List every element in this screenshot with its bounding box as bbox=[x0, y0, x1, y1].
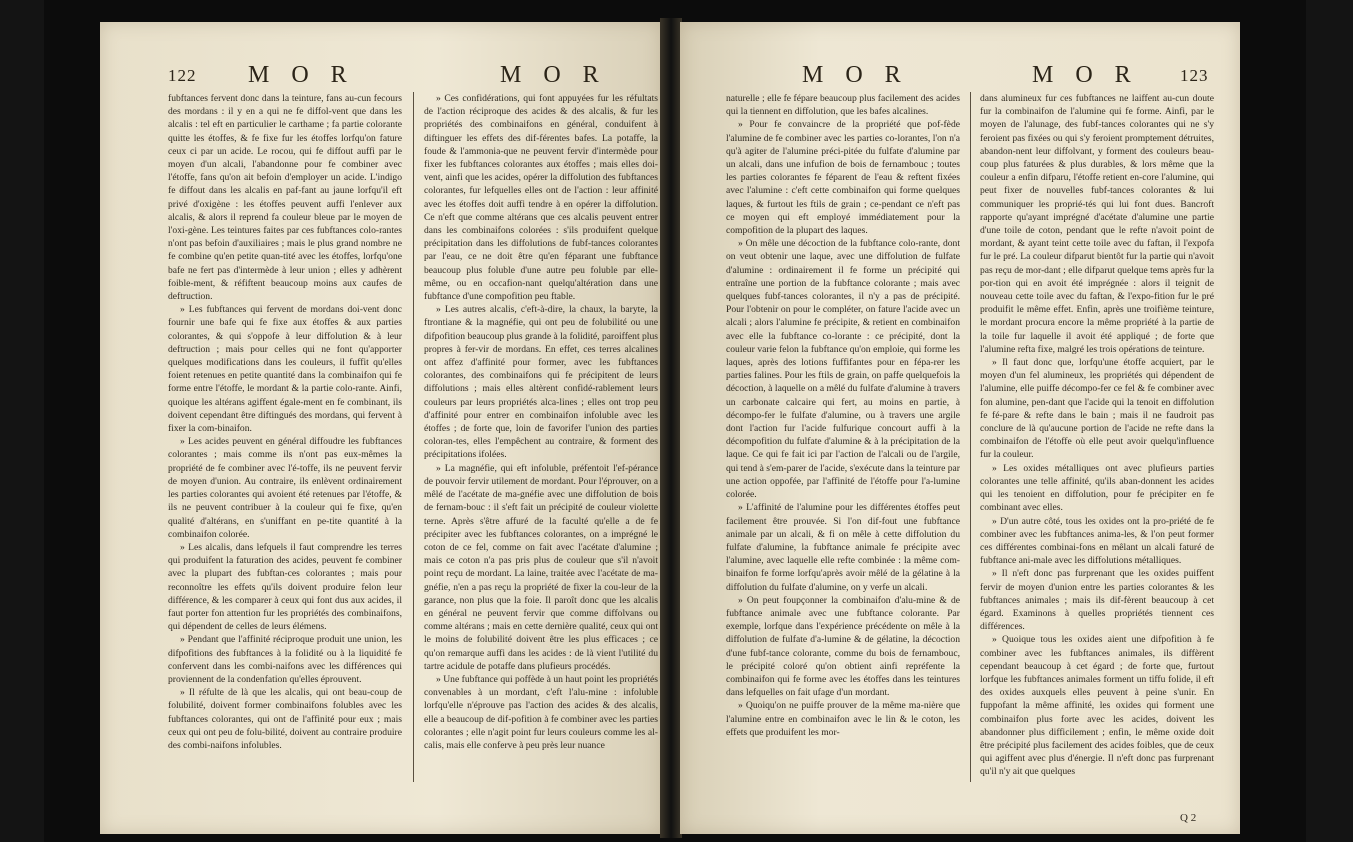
running-head-left: M O R bbox=[802, 62, 909, 88]
page-number: 123 bbox=[1180, 66, 1209, 85]
paragraph: » Il réfulte de là que les alcalis, qui ont beau-coup de folubilité, doivent former combinaifons folubles avec les fubftances colorantes, qui ont de l'affinité pour eux ; mais ceux qui ont peu de folu-bilité, doivent au contraire produire des combi-naifons infolubles. bbox=[168, 687, 402, 751]
paragraph: » Les acides peuvent en général diffoudre les fubftances colorantes ; mais comme ils n'ont pas eux-mêmes la propriété de fe combiner avec l'é-toffe, ils ne peuvent fervir de moyen d'union. Au contraire, ils enlèvent ordinairement les parties colorantes qui avoient été retenues par l'étoffe, & ils ne peuvent contribuer à la couleur qui fe fixe, qu'en qualité d'altérans, en s'uniffant en pe-tite quantité à la combinaifon colorée. bbox=[168, 436, 402, 540]
left-column-2 bbox=[424, 92, 658, 752]
paragraph: » Les oxides métalliques ont avec plufieurs parties colorantes une telle affinité, qu'ils aban-donnent les acides qui les tenoient en diffolution, pour fe précipiter en fe combinant avec elles. bbox=[980, 462, 1214, 514]
right-column-1 bbox=[726, 92, 960, 739]
running-head-right: M O R bbox=[500, 62, 607, 88]
paragraph: » Quoiqu'on ne puiffe prouver de la même ma-nière que l'alumine entre en combinaifon avec le lin & le coton, les effets que produifent les mor- bbox=[726, 700, 960, 738]
paragraph: » D'un autre côté, tous les oxides ont la pro-priété de fe combiner avec les fubftances anima-les, & l'on peut former ces différentes combinai-fons en mêlant un alcali faturé de fubftance ani-male avec les diffolutions métalliques. bbox=[980, 515, 1214, 567]
paragraph: » Une fubftance qui poffède à un haut point les propriétés convenables à un mordant, c'eft l'alu-mine : infoluble lorfqu'elle n'éprouve pas l'action des acides & des alcalis, elle a beaucoup de dif-pofition à fe combiner avec les parties colorantes ; elle n'agit point fur leurs couleurs comme les al-calis, mais elle conferve à peu près leur nuance bbox=[424, 673, 658, 751]
book-gutter bbox=[660, 18, 682, 838]
column-rule bbox=[413, 92, 414, 782]
paragraph: » Les alcalis, dans lefquels il faut comprendre les terres qui produifent la faturation des acides, peuvent fe combiner avec la plupart des fubftan-ces colorantes ; mais pour reconnoître les effets qu'ils doivent produire felon leur différence, & les comparer à ceux qui font dus aux acides, il faut porter fon attention fur les propriétés des combinaifons, qui dépendent de celles de leurs élémens. bbox=[168, 541, 402, 633]
paragraph: » Pendant que l'affinité réciproque produit une union, les difpofitions des fubftances à la folidité ou à la liquidité fe confervent dans les combi-naifons avec les différences qui proviennent de la condenfation qu'elles éprouvent. bbox=[168, 634, 402, 685]
paragraph: » Quoique tous les oxides aient une difpofition à fe combiner avec les fubftances animales, ils diffèrent cependant beaucoup à cet égard ; de forte que, furtout lorfque les fubftances animales forment un tiffu folide, il eft des oxides auxquels elles peuvent à peine s'unir. En fuppofant la même affinité, les oxides qui forment une combinaifon plus forte avec les acides, doivent les abandonner plus difficilement ; enfin, le même oxide doit être précipité plus facilement des acides foibles, que de ceux qui agiffent avec plus d'énergie. Il n'eft donc pas furprenant qu'il n'y ait que quelques bbox=[980, 634, 1214, 778]
paragraph: naturelle ; elle fe fépare beaucoup plus facilement des acides qui la tiennent en diffolution, que les bafes alcalines. bbox=[726, 93, 960, 118]
right-page bbox=[680, 22, 1240, 834]
running-head-right: M O R bbox=[1032, 62, 1139, 88]
page-number: 122 bbox=[168, 66, 197, 85]
left-running-head bbox=[100, 62, 662, 90]
column-rule bbox=[970, 92, 971, 782]
paragraph: » Il n'eft donc pas furprenant que les oxides puiffent fervir de moyen d'union entre les parties colorantes & les fubftances animales ; mais ils dif-fèrent beaucoup à cet égard. Examinons à quelles propriétés tiennent ces différences. bbox=[980, 568, 1214, 633]
left-column-1 bbox=[168, 92, 402, 752]
signature-mark: Q 2 bbox=[1180, 812, 1197, 824]
left-page bbox=[100, 22, 662, 834]
right-column-2 bbox=[980, 92, 1214, 779]
paragraph: fubftances fervent donc dans la teinture, fans au-cun fecours des mordans : il y en a qui ne fe diffol-vent que dans les alcalis : tel eft en particulier le carthame ; fa partie colorante quitte les étoffes, & fe fixe fur les étoffes lorfqu'on fature ceux ci par un acide. Le rocou, qui fe diffout auffi par le moyen d'un alcali, l'abandonne pour fe combiner avec l'étoffe, fans qu'on ait befoin d'employer un acide. L'indigo fe diffout dans les alcalis en paf-fant au jaune lorfqu'il eft privé d'oxigène : les étoffes peuvent auffi l'enlever aux alcalis, & alors il reprend fa couleur bleue par le moyen de l'oxi-gène. Les teintures faites par ces fubftances colo-rantes n'ont pas befoin d'auxiliaires ; mais le plus grand nombre ne fe combine qu'en petite quan-tité avec les étoffes, lorfqu'one bafe ne fert pas d'intermède à leur union ; elles y adhèrent foible-ment, & réfiftent beaucoup moins aux caufes de deftruction. bbox=[168, 93, 402, 303]
paragraph: dans alumineux fur ces fubftances ne laiffent au-cun doute fur la combinaifon de l'alumine qui fe forme. Ainfi, par le moyen de l'alunage, des fubf-tances colorantes qui ne s'y feroient pas fixées ou qui s'y feroient promptement détruites, abandon-nent leur diffolvant, y forment des couleurs beau-coup plus faturées & plus durables, & lors même que la couleur a enfin difparu, l'étoffe retient en-core l'alumine, qui peut fixer de nouvelles fubf-tances colorantes & lui communiquer les proprié-tés qui lui font dues. Bancroft rapporte qu'ayant imprégné d'acétate d'alumine une partie d'une toile de coton, pendant que le refte n'avoit point de mordant, & ayant teint cette toile avec du faftan, il l'expofa fur le pré. La couleur difparut bientôt fur la partie qui n'avoit pas reçu de mor-dant ; elle difparut quelque tems après fur la por-tion qui en avoit été imprégnée : alors il teignit de nouveau cette toile avec du faftan, & l'expo-fition fur le pré produifit le même effet. Enfin, après une troifième teinture, le mordant procura encore la même propriété à la partie de la toile fur laquelle il avoit été appliqué ; de forte que l'alumine refta fixe, malgré les trois opérations de teinture. bbox=[980, 93, 1214, 355]
paragraph: » On peut foupçonner la combinaifon d'alu-mine & de fubftance animale avec une fubftance colorante. Par exemple, lorfque dans l'expérience précédente on mêle à la diffolution de fulfate d'a-lumine & de gélatine, la décoction d'une fubf-tance colorante, comme du bois de fernambouc, le précipité coloré qu'on obtient ainfi repréfente la combinaifon qui fe forme avec les étoffes dans les teintures dans lefquelles on fait ufage d'un mordant. bbox=[726, 594, 960, 699]
paragraph: » La magnéfie, qui eft infoluble, préfentoit l'ef-pérance de pouvoir fervir utilement de mordant. Pour l'éprouver, on a mêlé de l'acétate de ma-gnéfie avec une diffolution de bois de fernam-bouc : il s'eft fait un précipité de couleur violette terne. Après s'être affuré de la faculté qu'elle a de fe précipiter avec les fubftances colorantes, on a imprégné le coton de ce fel, comme on fait avec l'acétate d'alumine ; mais ce coton n'a pas pris plus de couleur que s'il n'avoit point reçu de mordant. La laine, traitée avec l'acétate de ma-gnéfie, n'en a pas reçu la propriété de fixer la cou-leur de la garance, non plus que la foie. Il paroît donc que les alcalis en général ne peuvent fervir que comme diffolvans ou comme altérans ; mais en cette dernière qualité, ceux qui ont le moins de folubilité doivent être les plus efficaces ; ce qu'on remarque auffi dans les acides : de là vient l'utilité du tartre acidule de potaffe dans plufieurs procédés. bbox=[424, 462, 658, 672]
paragraph: » L'affinité de l'alumine pour les différentes étoffes peut facilement être prouvée. Si l'on dif-fout une fubftance animale par un alcali, & fi on mêle à cette diffolution du fulfate d'alumine, la fubftance animale fe précipite avec l'alumine, avec laquelle elle refte combinée : la même com-binaifon fe forme lorfqu'après avoir mêlé de la gélatine à la diffolution du fulfate d'alumine, on y verfe un alcali. bbox=[726, 502, 960, 593]
paragraph: » Il faut donc que, lorfqu'une étoffe acquiert, par le moyen d'un fel alumineux, les propriétés qui dépendent de l'alumine, elle puiffe décompo-fer ce fel & fe combiner avec fon alumine, pen-dant que l'acide qui la tenoit en diffolution fe fé-pare & refte dans le bain ; mais il ne faudroit pas conclure de là qu'aucune portion de l'acide ne refte dans la combinaifon de l'étoffe où elle peut avoir quelqu'influence fur la couleur. bbox=[980, 357, 1214, 461]
paragraph: » Ces confidérations, qui font appuyées fur les réfultats de l'action réciproque des acides & des alcalis, & fur les propriétés des combinaifons en général, conduifent à diftinguer les effets des dif-férentes bafes. La potaffe, la foude & l'ammonia-que ne peuvent fervir d'intermède pour fixer les fubftances colorantes aux étoffes ; mais elles doi-vent, ainfi que les acides, opérer la diffolution des fubftances colorantes, fur lefquelles elles ont de l'action : leur affinité avec les étoffes doit auffi tendre à en opérer la diffolution. Ce n'eft que comme altérans que ces alcalis peuvent entrer dans les combinaifons colorées : s'ils produifent quelque précipitation dans les diffolutions de fubf-tances colorantes par l'eau, ce ne doit être qu'en féparant une fubftance beaucoup plus foluble d'une autre peu foluble par elle-même, ou en occafion-nant quelqu'altération dans une fubftance d'une compofition peu ftable. bbox=[424, 93, 658, 303]
paragraph: » Les fubftances qui fervent de mordans doi-vent donc fournir une bafe qui fe fixe aux étoffes & aux parties colorantes, & qui s'oppofe à leur diffolution & à leur deftruction ; mais pour celles qui ne font qu'apporter quelques modifications dans les couleurs, il fuffit qu'elles foient retenues en petite quantité dans la combinaifon qui fe forme entre l'étoffe, le mordant & la partie colo-rante. Ainfi, quoique les altérans agiffent égale-ment en fe combinant, ils doivent cependant être diftingués des mordans, qui fervent à fixer la com-binaifon. bbox=[168, 304, 402, 435]
running-head-left: M O R bbox=[248, 62, 355, 88]
right-running-head bbox=[680, 62, 1240, 90]
paragraph: » Les autres alcalis, c'eft-à-dire, la chaux, la baryte, la ftrontiane & la magnéfie, qui ont peu de folubilité ou une difpofition beaucoup plus grande à la folidité, paroiffent plus propres à fer-vir de mordans. En effet, ces terres alcalines ont affez d'affinité pour former, avec les fubftances colorantes, des combinaifons qui fe précipitent de leurs diffolutions ; mais elles altèrent confidé-rablement leurs couleurs par leurs propriétés alca-lines ; elles ont trop peu d'affinité pour entrer en combinaifon infoluble avec les étoffes ; de forte que, loin de favorifer l'union des parties coloran-tes, elles l'empêchent au contraire, & forment des précipitations ifolées. bbox=[424, 304, 659, 461]
paragraph: » Pour fe convaincre de la propriété que pof-fède l'alumine de fe combiner avec les parties co-lorantes, l'on n'a qu'à agiter de l'alumine préci-pitée du fulfate d'alumine par un alcali, dans une infufion de bois de fernambouc ; toutes les parties colorantes fe féparent de l'eau & reftent fixées avec l'alumine : c'eft cette combinaifon qui forme quelques laques, & furtout les ftils de grain ; ce-pendant ce n'eft pas ce moyen qui eft employé immédiatement pour la compofition de la plupart des laques. bbox=[726, 119, 960, 237]
paragraph: » On mêle une décoction de la fubftance colo-rante, dont on veut obtenir une laque, avec une diffolution de fulfate d'alumine : ordinairement il fe forme un précipité qui entraîne une portion de la fubftance colorante ; mais avec quelques fubf-tances colorantes, il n'y a pas de précipité. Pour l'obtenir on pour le compléter, on fature l'acide avec un alcali ; alors l'alumine fe précipite, & retient en combinaifon avec elle la fubftance co-lorante : ce précipité, dont la couleur varie felon la fubftance qu'on emploie, qui forme les laques, après des lotions fuffifantes pour en fépa-rer les parties falines. Pour les ftils de grain, on paffe quelquefois la décoction, à laquelle on a mêlé du fulfate d'alumine à travers un carbonate calcaire qui fert, au moins en partie, à décompo-fer le fulfate d'alumine, ou à travers une argile dont l'action fur l'acide fulfurique concourt auffi à la décompofition du fulfate d'alumine & à la précipitation de la laque. Ce qui fe fait ici par l'action de l'alcali ou de l'argile, qui tend à s'em-parer de l'acide, s'exécute dans la teinture par une action oppofée, par l'affinité de l'étoffe pour l'a-lumine colorée. bbox=[726, 238, 960, 501]
